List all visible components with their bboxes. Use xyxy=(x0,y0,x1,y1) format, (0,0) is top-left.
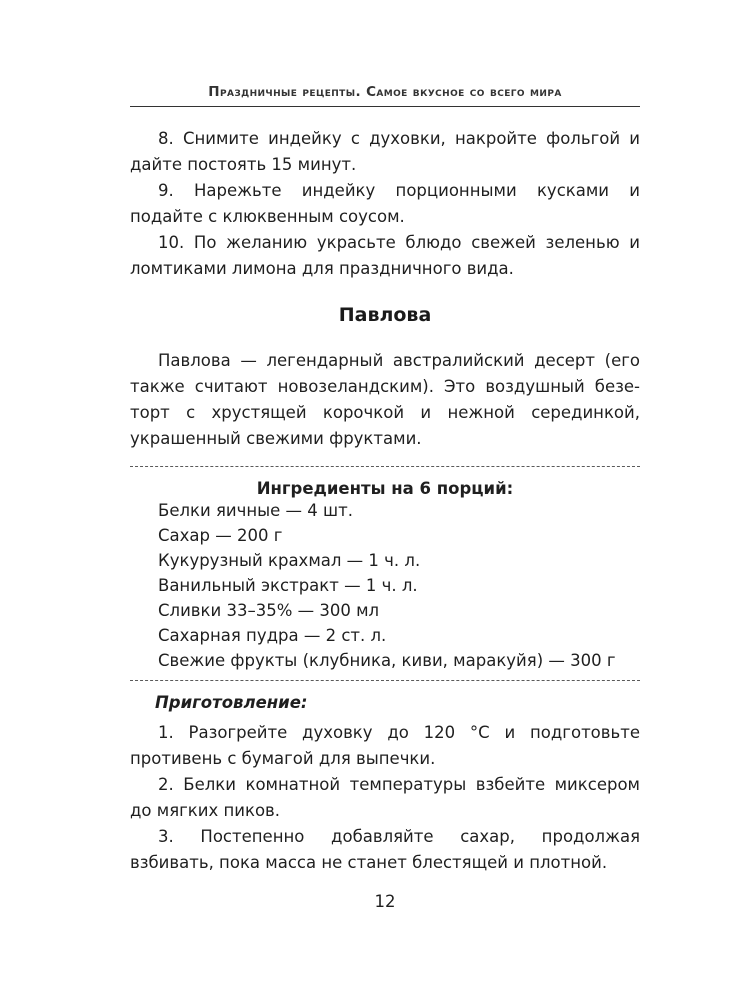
ingredient-item: Ванильный экстракт — 1 ч. л. xyxy=(158,576,418,595)
ingredients-top-divider xyxy=(130,466,640,467)
step-10: 10. По желанию украсьте блюдо свежей зеленью и ломтиками лимона для праздничного вида. xyxy=(130,233,640,278)
page-number: 12 xyxy=(374,892,396,911)
ingredient-item: Сливки 33–35% — 300 мл xyxy=(158,601,380,620)
prep-step-3: 3. Постепенно добавляйте сахар, продолжая взбивать, пока масса не станет блестящей и плотной. xyxy=(130,827,640,872)
ingredient-item: Сахарная пудра — 2 ст. л. xyxy=(158,626,387,645)
ingredient-item: Свежие фрукты (клубника, киви, маракуйя) — 300 г xyxy=(158,651,616,670)
prep-step-1: 1. Разогрейте духовку до 120 °С и подготовьте противень с бумагой для выпечки. xyxy=(130,723,640,768)
step-9: 9. Нарежьте индейку порционными кусками и подайте с клюквенным соусом. xyxy=(130,181,640,226)
prep-step-2: 2. Белки комнатной температуры взбейте миксером до мягких пиков. xyxy=(130,775,640,820)
recipe-description: Павлова — легендарный австралийский десерт (его также считают новозеландским). Это воздушный безе-торт с хрустящей корочкой и нежной серединкой, украшенный свежими фруктами. xyxy=(130,351,640,448)
recipe-title: Павлова xyxy=(338,304,432,326)
ingredient-item: Кукурузный крахмал — 1 ч. л. xyxy=(158,551,421,570)
ingredients-bottom-divider xyxy=(130,680,640,681)
running-header: Праздничные рецепты. Самое вкусное со всего мира xyxy=(208,84,562,100)
ingredient-item: Сахар — 200 г xyxy=(158,526,283,545)
step-8: 8. Снимите индейку с духовки, накройте фольгой и дайте постоять 15 минут. xyxy=(130,129,640,174)
ingredients-heading: Ингредиенты на 6 порций: xyxy=(256,479,514,498)
preparation-heading: Приготовление: xyxy=(155,693,308,712)
ingredients-list xyxy=(158,498,640,673)
header-rule xyxy=(130,106,640,107)
ingredient-item: Белки яичные — 4 шт. xyxy=(158,501,354,520)
